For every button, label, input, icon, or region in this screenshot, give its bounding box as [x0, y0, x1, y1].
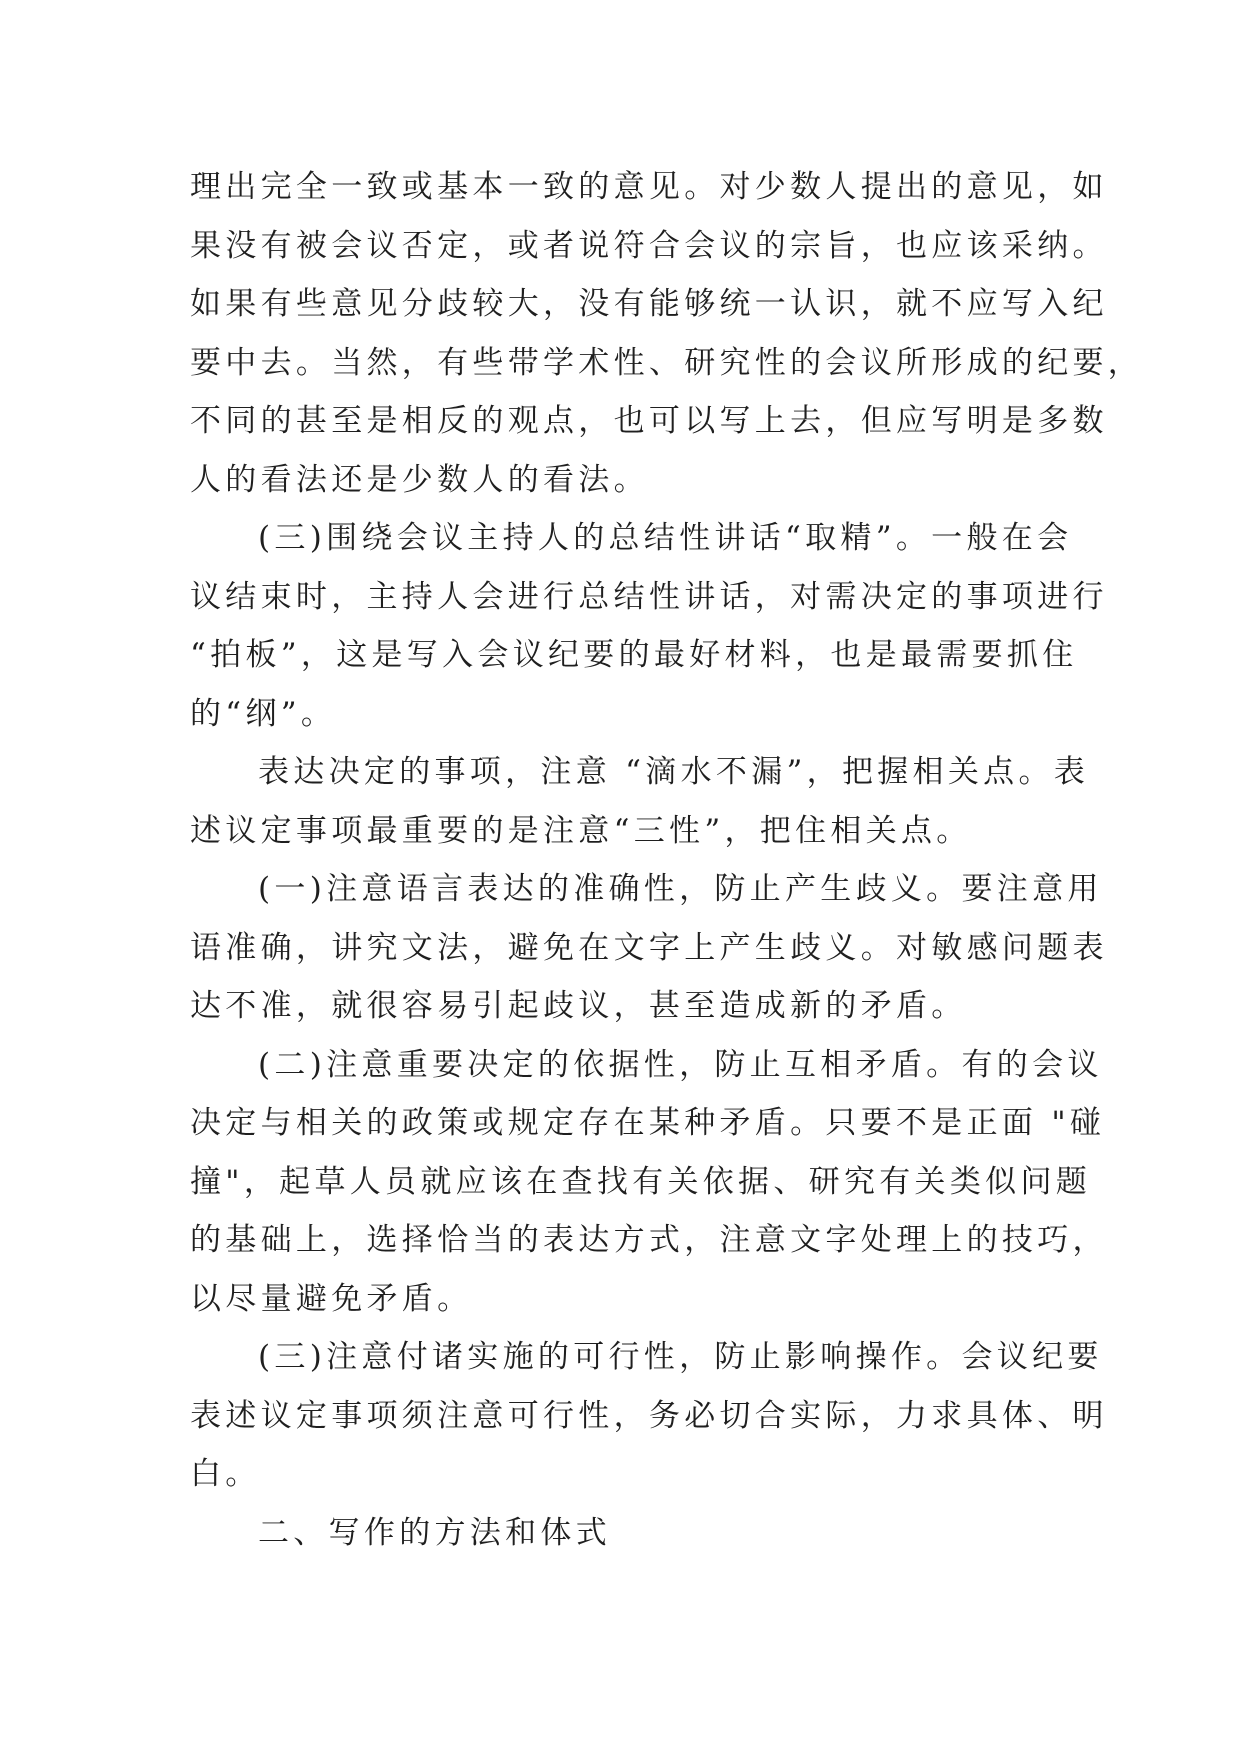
text-line: 要中去。当然，有些带学术性、研究性的会议所形成的纪要， — [190, 344, 1144, 381]
text-line: 如果有些意见分歧较大，没有能够统一认识，就不应写入纪 — [190, 286, 1108, 322]
paragraph-first-line: (三)注意付诸实施的可行性，防止影响操作。会议纪要 — [258, 1339, 1103, 1375]
text-line: 理出完全一致或基本一致的意见。对少数人提出的意见，如 — [190, 169, 1108, 205]
text-line: 人的看法还是少数人的看法。 — [190, 461, 649, 498]
text-line: 白。 — [190, 1456, 261, 1492]
text-line: 果没有被会议否定，或者说符合会议的宗旨，也应该采纳。 — [190, 227, 1108, 264]
document-body — [190, 158, 1144, 1562]
text-line: 以尽量避免矛盾。 — [190, 1280, 473, 1317]
paragraph-first-line: (二)注意重要决定的依据性，防止互相矛盾。有的会议 — [258, 1046, 1103, 1083]
paragraph-first-line: 表达决定的事项，注意 “滴水不漏”，把握相关点。表 — [258, 754, 1090, 790]
text-line: 议结束时，主持人会进行总结性讲话，对需决定的事项进行 — [190, 578, 1108, 615]
text-line: 达不准，就很容易引起歧议，甚至造成新的矛盾。 — [190, 988, 967, 1024]
section-heading: 二、写作的方法和体式 — [258, 1514, 611, 1551]
text-line: 表述议定事项须注意可行性，务必切合实际，力求具体、明 — [190, 1397, 1108, 1434]
text-line: 不同的甚至是相反的观点，也可以写上去，但应写明是多数 — [190, 403, 1108, 439]
text-line: 的基础上，选择恰当的表达方式，注意文字处理上的技巧， — [190, 1222, 1108, 1258]
text-line: 决定与相关的政策或规定存在某种矛盾。只要不是正面 "碰 — [190, 1105, 1106, 1141]
text-line: 的“纲”。 — [190, 695, 337, 732]
text-line: 语准确，讲究文法，避免在文字上产生歧义。对敏感问题表 — [190, 929, 1108, 966]
text-line: “拍板”，这是写入会议纪要的最好材料，也是最需要抓住 — [190, 637, 1078, 673]
paragraph-first-line: (一)注意语言表达的准确性，防止产生歧义。要注意用 — [258, 871, 1103, 907]
paragraph-first-line: (三)围绕会议主持人的总结性讲话“取精”。一般在会 — [258, 520, 1073, 556]
text-line: 述议定事项最重要的是注意“三性”，把住相关点。 — [190, 812, 972, 849]
text-line: 撞"，起草人员就应该在查找有关依据、研究有关类似问题 — [190, 1163, 1092, 1200]
